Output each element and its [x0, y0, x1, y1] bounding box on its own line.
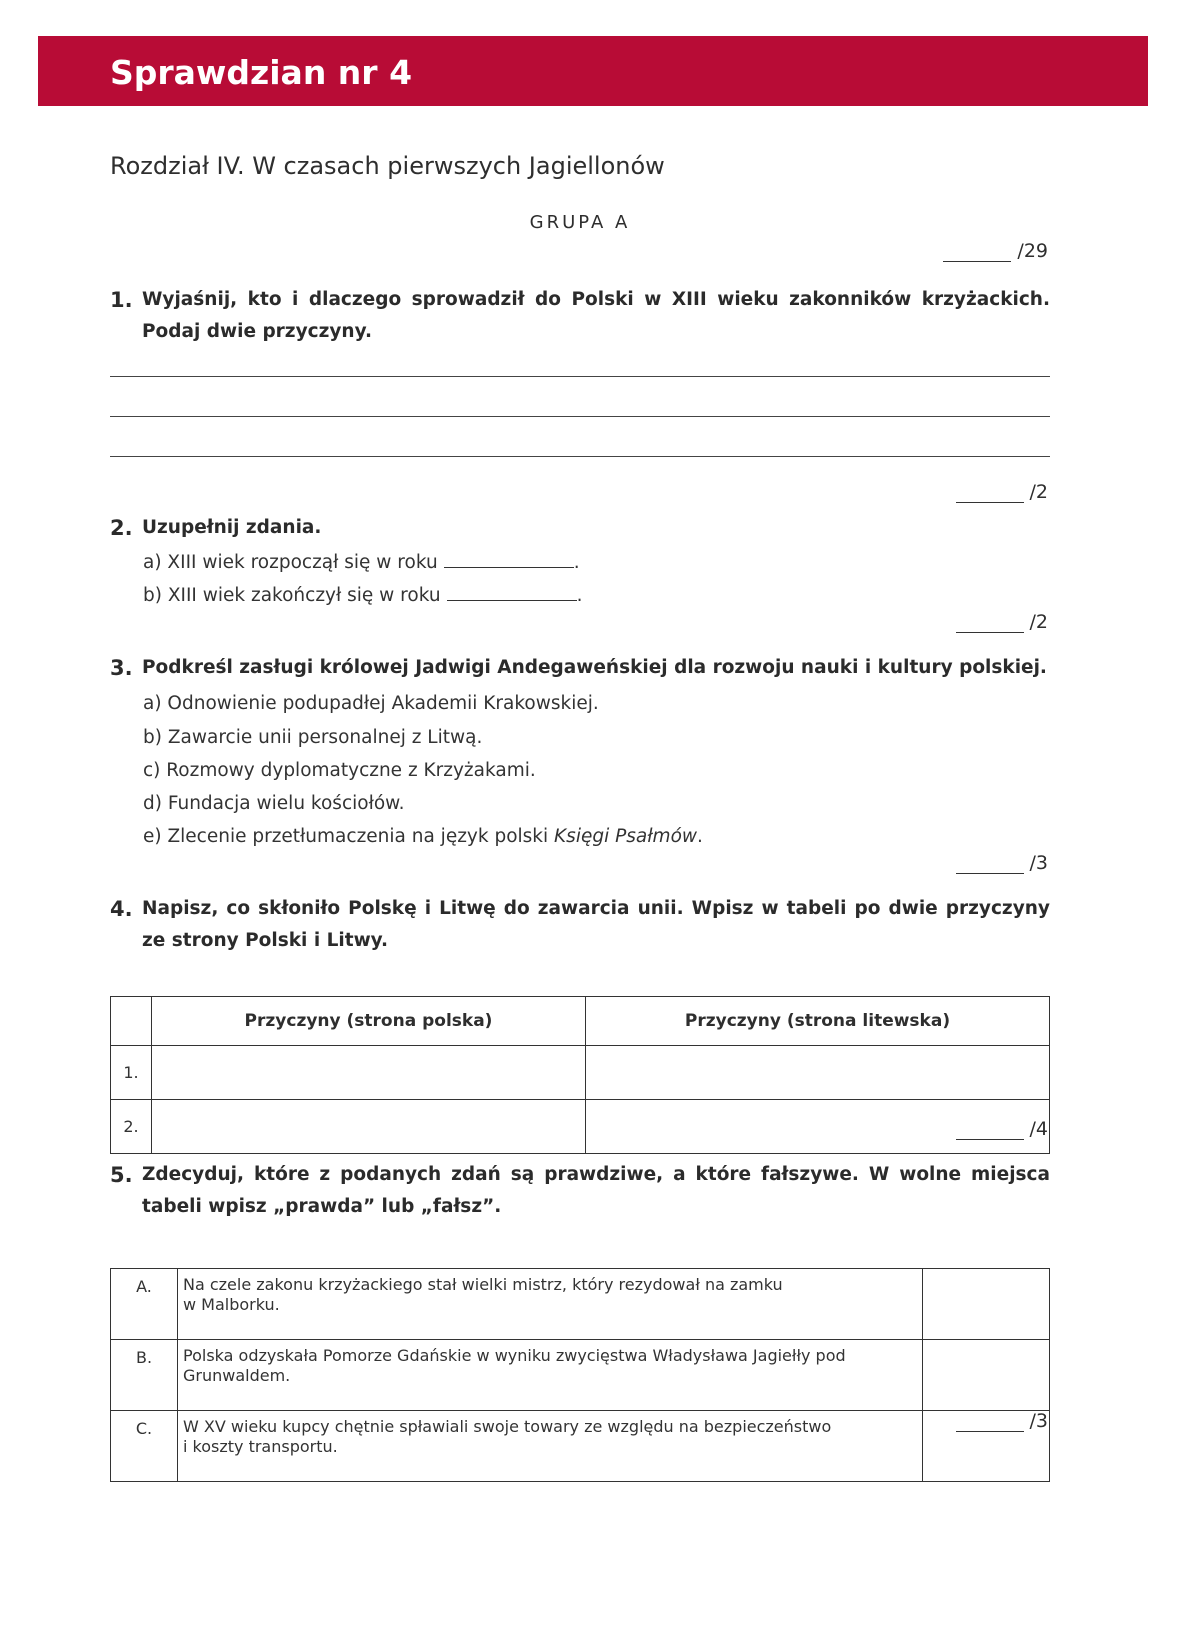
answer-cell[interactable]	[923, 1269, 1050, 1340]
score-blank[interactable]	[943, 260, 1011, 262]
row-label: A.	[111, 1269, 178, 1340]
answer-line[interactable]	[110, 376, 1050, 377]
question-3-option-a[interactable]: a) Odnowienie podupadłej Akademii Krakowskiej.	[143, 693, 599, 714]
chapter-title: Rozdział IV. W czasach pierwszych Jagiellonów	[110, 152, 665, 180]
score-blank[interactable]	[956, 501, 1024, 503]
answer-line[interactable]	[110, 456, 1050, 457]
table-row	[111, 1269, 1050, 1340]
row-number: 2.	[111, 1100, 152, 1154]
score-blank[interactable]	[956, 872, 1024, 874]
score-blank[interactable]	[956, 631, 1024, 633]
statement: Na czele zakonu krzyżackiego stał wielki mistrz, który rezydował na zamku w Malborku.	[178, 1269, 923, 1340]
reasons-table	[110, 996, 1050, 1154]
question-3: 3. Podkreśl zasługi królowej Jadwigi Andegaweńskiej dla rozwoju nauki i kultury polskiej.	[110, 656, 1047, 680]
fill-blank[interactable]	[444, 566, 574, 568]
table-row	[111, 1100, 1050, 1154]
table-row	[111, 1340, 1050, 1411]
question-2-score: /2	[956, 611, 1049, 633]
book-title: Księgi Psałmów	[554, 826, 698, 847]
table-row	[111, 1046, 1050, 1100]
question-5-score: /3	[956, 1410, 1049, 1432]
question-3-option-e[interactable]: e) Zlecenie przetłumaczenia na język polski Księgi Psałmów.	[143, 826, 703, 847]
column-header: Przyczyny (strona litewska)	[585, 997, 1049, 1046]
answer-line[interactable]	[110, 416, 1050, 417]
answer-cell[interactable]	[152, 1100, 586, 1154]
question-5: 5. Zdecyduj, które z podanych zdań są prawdziwe, a które fałszywe. W wolne miejsca tabeli wpisz „prawda” lub „fałsz”.	[110, 1163, 1050, 1217]
group-label: GRUPA A	[529, 212, 631, 233]
table-row	[111, 1411, 1050, 1482]
question-2-item-b: b) XIII wiek zakończył się w roku .	[143, 585, 583, 606]
score-blank[interactable]	[956, 1430, 1024, 1432]
question-2-item-a: a) XIII wiek rozpoczął się w roku .	[143, 552, 580, 573]
answer-cell[interactable]	[923, 1340, 1050, 1411]
fill-blank[interactable]	[447, 599, 577, 601]
row-label: B.	[111, 1340, 178, 1411]
question-4-score: /4	[956, 1118, 1049, 1140]
statement: W XV wieku kupcy chętnie spławiali swoje towary ze względu na bezpieczeństwo i koszty transportu.	[178, 1411, 923, 1482]
row-number: 1.	[111, 1046, 152, 1100]
column-header: Przyczyny (strona polska)	[152, 997, 586, 1046]
answer-cell[interactable]	[585, 1046, 1049, 1100]
title-banner	[38, 36, 1148, 106]
true-false-table	[110, 1268, 1050, 1482]
question-1-score: /2	[956, 481, 1049, 503]
score-blank[interactable]	[956, 1138, 1024, 1140]
question-3-option-d[interactable]: d) Fundacja wielu kościołów.	[143, 793, 405, 814]
page-title: Sprawdzian nr 4	[110, 53, 413, 92]
question-3-score: /3	[956, 852, 1049, 874]
question-3-option-c[interactable]: c) Rozmowy dyplomatyczne z Krzyżakami.	[143, 760, 536, 781]
question-1: 1. Wyjaśnij, kto i dlaczego sprowadził do Polski w XIII wieku zakonników krzyżackich. Podaj dwie przyczyny.	[110, 288, 1050, 342]
row-label: C.	[111, 1411, 178, 1482]
answer-cell[interactable]	[152, 1046, 586, 1100]
table-corner	[111, 997, 152, 1046]
statement: Polska odzyskała Pomorze Gdańskie w wyniku zwycięstwa Władysława Jagiełły pod Grunwaldem.	[178, 1340, 923, 1411]
question-2: 2. Uzupełnij zdania.	[110, 516, 322, 540]
question-3-option-b[interactable]: b) Zawarcie unii personalnej z Litwą.	[143, 727, 483, 748]
total-score: /29	[943, 240, 1048, 262]
question-4: 4. Napisz, co skłoniło Polskę i Litwę do zawarcia unii. Wpisz w tabeli po dwie przyczyny ze strony Polski i Litwy.	[110, 897, 1050, 951]
